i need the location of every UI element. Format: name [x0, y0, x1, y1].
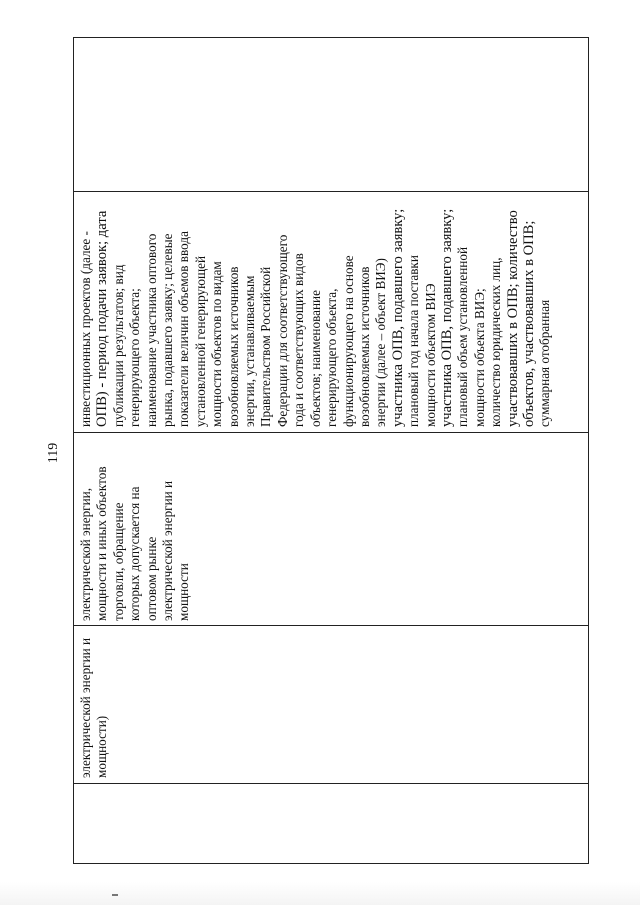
cell-name-line: мощности)	[94, 715, 110, 778]
cell-objects-line: мощности	[176, 563, 192, 621]
cell-info-line: плановый объем установленной	[455, 246, 471, 427]
cell-objects-line: мощности и иных объектов	[94, 466, 110, 621]
cell-info-line: объектов, участвовавших в ОПВ;	[520, 220, 537, 427]
cell-info-line: плановый год начала поставки	[406, 255, 422, 427]
cell-info-line: генерирующего объекта;	[127, 288, 143, 427]
cell-info-line: количество юридических лиц,	[488, 257, 504, 427]
cell-info-line: суммарная отобранная	[537, 299, 553, 427]
cell-objects-line: электрической энергии и	[160, 480, 176, 621]
cell-objects-text	[78, 466, 193, 621]
cell-objects-line: торговли, обращение	[110, 502, 126, 621]
cell-info-line: публикации результатов; вид	[110, 264, 126, 427]
cell-info-line: участника ОПВ, подавшего заявку;	[389, 208, 406, 427]
cell-info-line: мощности объектом ВИЭ	[422, 283, 438, 427]
cell-info-line: энергии, устанавливаемым	[242, 275, 258, 427]
page-number: 119	[46, 442, 62, 464]
cell-info-line: мощности объектов по видам	[209, 261, 225, 427]
cell-info-line: генерирующего объекта,	[324, 288, 340, 427]
cell-info-text	[78, 209, 554, 427]
scan-bottom-edge	[0, 882, 640, 905]
cell-objects-line: оптовом рынке	[143, 536, 159, 621]
cell-info-line: участвовавших в ОПВ; количество	[504, 210, 521, 427]
cell-info-line: мощности объекта ВИЭ;	[471, 288, 487, 427]
cell-objects-line: электрической энергии,	[78, 487, 93, 621]
row-divider	[74, 191, 588, 192]
rotated-table	[73, 37, 589, 864]
cell-info-line: Правительством Российской	[258, 266, 274, 427]
row-divider	[74, 432, 588, 433]
cell-info-line: рынка, подавшего заявку; целевые	[160, 233, 176, 427]
row-divider	[74, 783, 588, 784]
cell-info-line: возобновляемых источников	[356, 266, 372, 427]
cell-info-line: возобновляемых источников	[225, 266, 241, 427]
cell-info-line: инвестиционных проектов (далее -	[78, 231, 93, 427]
cell-objects-line: которых допускается на	[127, 486, 143, 621]
cell-info-line: показатели величин объемов ввода	[176, 231, 192, 427]
cell-info-line: установленной генерирующей	[192, 255, 208, 427]
cell-info-line: энергии (далее – объект ВИЭ)	[373, 258, 389, 427]
row-divider	[74, 625, 588, 626]
cell-info-line: Федерации для соответствующего	[274, 234, 290, 427]
scan-mark	[112, 894, 118, 896]
cell-info-line: наименование участника оптового	[143, 233, 159, 427]
cell-info-line: объектов; наименование	[307, 290, 323, 427]
cell-name-text	[78, 638, 111, 778]
cell-info-line: ОПВ) - период подачи заявок; дата	[94, 210, 111, 427]
cell-info-line: участника ОПВ, подавшего заявку;	[438, 208, 455, 427]
cell-name-line: электрической энергии и	[78, 637, 93, 778]
cell-info-line: функционирующего на основе	[340, 255, 356, 427]
cell-info-line: года и соответствующих видов	[291, 253, 307, 427]
